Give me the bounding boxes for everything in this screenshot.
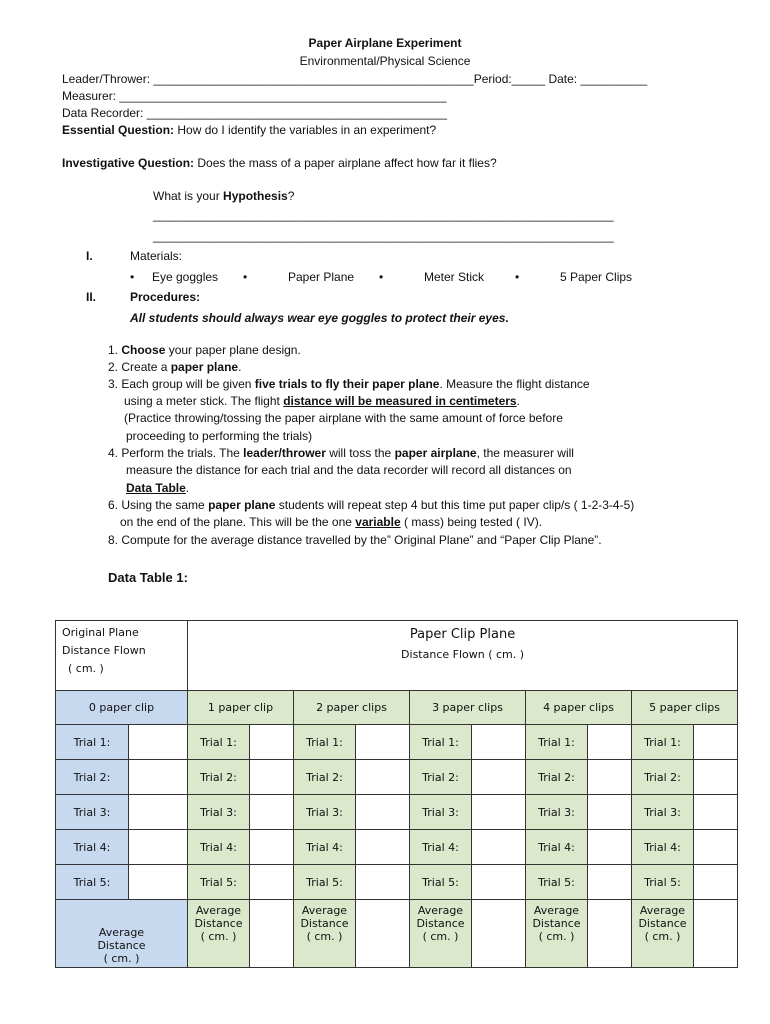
procedures-heading: Procedures: [130, 290, 201, 304]
trial-input[interactable] [588, 865, 632, 900]
column-5-clips: 5 paper clips [632, 691, 738, 725]
leader-field[interactable]: Leader/Thrower: ________________________________________________Period:_____ Date: __________ [62, 72, 648, 86]
trial-input[interactable] [472, 865, 526, 900]
trial-input[interactable] [250, 725, 294, 760]
column-3-clips: 3 paper clips [410, 691, 526, 725]
trial-label: Trial 4: [56, 830, 129, 864]
step-8: 8. Compute for the average distance travelled by the” Original Plane” and “Paper Clip Plane”. [108, 533, 602, 547]
trial-label: Trial 4: [188, 830, 250, 865]
column-4-clips: 4 paper clips [526, 691, 632, 725]
average-label-5-clips: Average Distance ( cm. ) [632, 900, 694, 968]
paper-clip-plane-header: Paper Clip Plane Distance Flown ( cm. ) [188, 621, 738, 691]
trial-input[interactable] [250, 795, 294, 830]
step-6-line-2: on the end of the plane. This will be the one variable ( mass) being tested ( IV). [120, 515, 543, 529]
trial-input[interactable] [472, 760, 526, 795]
recorder-field[interactable]: Data Recorder: _____________________________________________ [62, 106, 448, 120]
trial-input[interactable] [129, 725, 187, 759]
step-4-line-3: Data Table. [126, 481, 190, 495]
table-row [56, 795, 738, 830]
trial-input[interactable] [694, 865, 738, 900]
table-row [56, 865, 738, 900]
essential-question: Essential Question: How do I identify the variables in an experiment? [62, 123, 437, 137]
trial-label: Trial 2: [56, 760, 129, 794]
step-3-line-2: using a meter stick. The flight distance will be measured in centimeters. [124, 394, 520, 408]
trial-input[interactable] [588, 795, 632, 830]
materials-numeral: I. [86, 249, 93, 263]
safety-warning: All students should always wear eye goggles to protect their eyes. [130, 311, 509, 325]
column-2-clips: 2 paper clips [294, 691, 410, 725]
trial-input[interactable] [694, 760, 738, 795]
bullet-4: • [515, 270, 520, 284]
trial-label: Trial 5: [56, 865, 129, 899]
hypothesis-line-2[interactable]: _____________________________________________________________________ [153, 229, 614, 243]
step-4-line-2: measure the distance for each trial and the data recorder will record all distances on [126, 463, 572, 477]
step-3-line-4: proceeding to performing the trials) [126, 429, 313, 443]
trial-input[interactable] [250, 865, 294, 900]
trial-label: Trial 1: [188, 725, 250, 760]
trial-label: Trial 5: [294, 865, 356, 900]
trial-input[interactable] [356, 795, 410, 830]
trial-label: Trial 1: [410, 725, 472, 760]
trial-input[interactable] [250, 760, 294, 795]
average-input[interactable] [694, 900, 738, 968]
trial-label: Trial 3: [56, 795, 129, 829]
trial-input[interactable] [250, 830, 294, 865]
trial-label: Trial 3: [410, 795, 472, 830]
trial-input[interactable] [356, 760, 410, 795]
trial-label: Trial 1: [526, 725, 588, 760]
trial-input[interactable] [129, 760, 187, 794]
average-input[interactable] [472, 900, 526, 968]
trial-label: Trial 4: [410, 830, 472, 865]
trial-label: Trial 4: [526, 830, 588, 865]
trial-input[interactable] [356, 830, 410, 865]
step-1: 1. Choose your paper plane design. [108, 343, 301, 357]
material-item: Meter Stick [424, 270, 485, 284]
trial-input[interactable] [588, 725, 632, 760]
trial-input[interactable] [588, 830, 632, 865]
trial-input[interactable] [129, 865, 187, 899]
trial-input[interactable] [472, 795, 526, 830]
investigative-question: Investigative Question: Does the mass of a paper airplane affect how far it flies? [62, 156, 497, 170]
trial-label: Trial 3: [188, 795, 250, 830]
trial-input[interactable] [694, 830, 738, 865]
average-label-0-clips: Average Distance ( cm. ) [56, 900, 188, 968]
step-6: 6. Using the same paper plane students will repeat step 4 but this time put paper clip/s ( 1-2-3-4-5) [108, 498, 635, 512]
average-label-4-clips: Average Distance ( cm. ) [526, 900, 588, 968]
hypothesis-line-1[interactable]: _____________________________________________________________________ [153, 208, 614, 222]
table-row [56, 830, 738, 865]
trial-input[interactable] [694, 795, 738, 830]
trial-label: Trial 4: [632, 830, 694, 865]
average-input[interactable] [588, 900, 632, 968]
trial-label: Trial 1: [632, 725, 694, 760]
column-1-clip: 1 paper clip [188, 691, 294, 725]
trial-input[interactable] [129, 830, 187, 864]
step-2: 2. Create a paper plane. [108, 360, 242, 374]
table-row [56, 725, 738, 760]
page-subtitle: Environmental/Physical Science [299, 54, 471, 68]
trial-input[interactable] [356, 865, 410, 900]
trial-label: Trial 2: [188, 760, 250, 795]
trial-input[interactable] [472, 725, 526, 760]
trial-label: Trial 4: [294, 830, 356, 865]
average-input[interactable] [250, 900, 294, 968]
original-plane-header: Original Plane Distance Flown ( cm. ) [56, 621, 188, 691]
trial-label: Trial 3: [632, 795, 694, 830]
procedures-numeral: II. [86, 290, 97, 304]
trial-label: Trial 2: [632, 760, 694, 795]
step-3-line-3: (Practice throwing/tossing the paper airplane with the same amount of force before [124, 411, 563, 425]
materials-heading: Materials: [130, 249, 183, 263]
trial-label: Trial 5: [188, 865, 250, 900]
material-item: Eye goggles [152, 270, 219, 284]
trial-label: Trial 2: [294, 760, 356, 795]
step-3: 3. Each group will be given five trials to fly their paper plane. Measure the flight distance [108, 377, 590, 391]
bullet-3: • [379, 270, 384, 284]
data-table [55, 620, 738, 968]
trial-input[interactable] [356, 725, 410, 760]
trial-input[interactable] [472, 830, 526, 865]
trial-label: Trial 3: [526, 795, 588, 830]
trial-input[interactable] [129, 795, 187, 829]
trial-label: Trial 3: [294, 795, 356, 830]
material-item: Paper Plane [288, 270, 355, 284]
page-title: Paper Airplane Experiment [308, 36, 462, 50]
measurer-field[interactable]: Measurer: _________________________________________________ [62, 89, 447, 103]
table-title: Data Table 1: [108, 570, 188, 585]
average-label-3-clips: Average Distance ( cm. ) [410, 900, 472, 968]
trial-input[interactable] [694, 725, 738, 760]
trial-label: Trial 5: [526, 865, 588, 900]
trial-label: Trial 5: [632, 865, 694, 900]
step-4: 4. Perform the trials. The leader/thrower will toss the paper airplane, the measurer will [108, 446, 574, 460]
trial-label: Trial 5: [410, 865, 472, 900]
average-label-1-clip: Average Distance ( cm. ) [188, 900, 250, 968]
average-input[interactable] [356, 900, 410, 968]
bullet-2: • [243, 270, 248, 284]
column-0-clips: 0 paper clip [56, 691, 188, 725]
trial-label: Trial 1: [294, 725, 356, 760]
trial-label: Trial 2: [410, 760, 472, 795]
hypothesis-prompt: What is your Hypothesis? [153, 189, 295, 203]
bullet-1: • [130, 270, 135, 284]
material-item: 5 Paper Clips [560, 270, 633, 284]
trial-input[interactable] [588, 760, 632, 795]
trial-label: Trial 1: [56, 725, 129, 759]
average-label-2-clips: Average Distance ( cm. ) [294, 900, 356, 968]
table-row [56, 760, 738, 795]
trial-label: Trial 2: [526, 760, 588, 795]
